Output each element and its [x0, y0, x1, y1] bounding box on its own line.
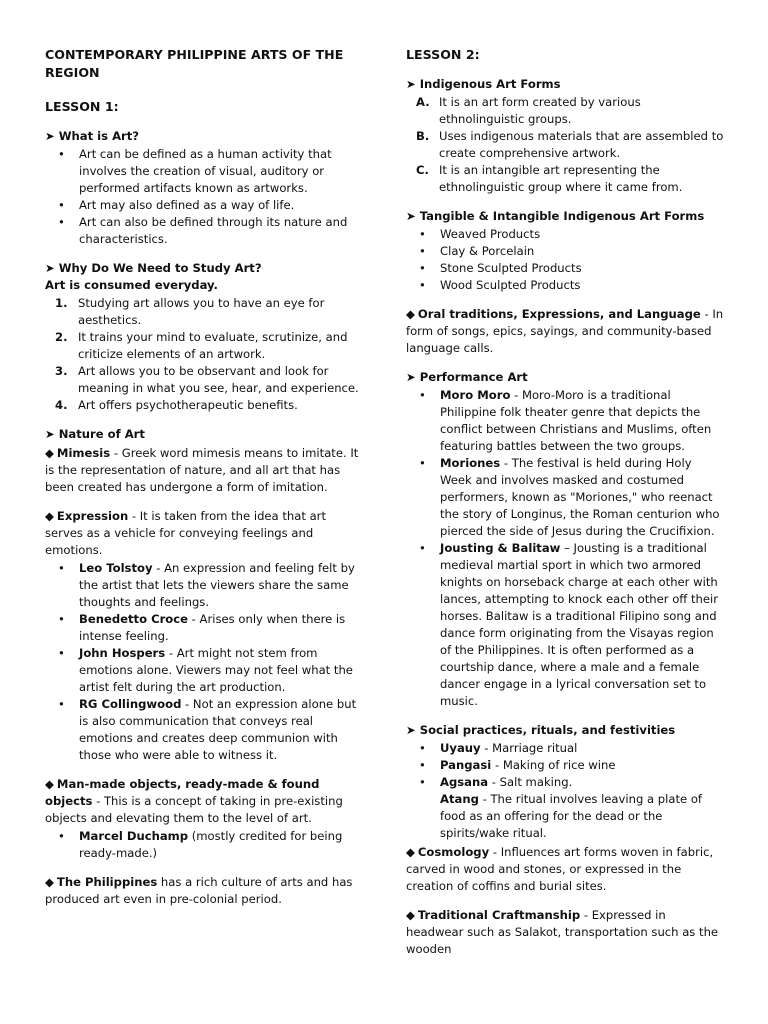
atang-paragraph: Atang - The ritual involves leaving a plate of food as an offering for the dead or the spirits/wake ritual.	[440, 792, 703, 840]
nature-of-art-heading: ➤ Nature of Art	[45, 427, 145, 441]
bullet-icon: •	[419, 456, 426, 470]
list-item: C. It is an intangible art representing the ethnolinguistic group where it came from.	[416, 163, 683, 194]
bullet-icon: •	[58, 198, 65, 212]
philippines-paragraph: ◆ The Philippines has a rich culture of arts and has produced art even in pre-colonial period.	[45, 875, 353, 906]
lesson-1-heading: LESSON 1:	[45, 99, 119, 114]
arrow-bullet-icon: ➤	[45, 129, 55, 143]
bullet-icon: •	[419, 775, 426, 789]
lesson-2-heading: LESSON 2:	[406, 47, 480, 62]
list-item: 2. It trains your mind to evaluate, scrutinize, and criticize elements of an artwork.	[55, 330, 348, 361]
craftsmanship-paragraph: ◆ Traditional Craftmanship - Expressed in headwear such as Salakot, transportation such as the wooden	[406, 908, 719, 956]
bullet-icon: •	[58, 612, 65, 626]
bullet-icon: •	[58, 697, 65, 711]
bullet-icon: •	[58, 215, 65, 229]
diamond-bullet-icon: ◆	[45, 777, 54, 791]
list-item: • Leo Tolstoy - An expression and feeling felt by the artist that lets the viewers share the same thoughts and feelings.	[58, 561, 355, 609]
document-title: CONTEMPORARY PHILIPPINE ARTS OF THE REGION	[45, 47, 344, 80]
bullet-icon: •	[419, 227, 426, 241]
diamond-bullet-icon: ◆	[45, 875, 54, 889]
tangible-heading: ➤ Tangible & Intangible Indigenous Art Forms	[406, 209, 705, 223]
list-item: • Weaved Products	[419, 227, 541, 241]
manmade-list	[45, 828, 365, 862]
bullet-icon: •	[58, 829, 65, 843]
bullet-icon: •	[419, 758, 426, 772]
why-study-heading: ➤ Why Do We Need to Study Art?	[45, 261, 262, 275]
bullet-icon: •	[419, 741, 426, 755]
list-item: 1. Studying art allows you to have an eye for aesthetics.	[55, 296, 325, 327]
bullet-icon: •	[419, 278, 426, 292]
performance-heading: ➤ Performance Art	[406, 370, 528, 384]
oral-traditions-paragraph: ◆ Oral traditions, Expressions, and Language - In form of songs, epics, sayings, and community-based language calls.	[406, 307, 724, 355]
diamond-bullet-icon: ◆	[406, 908, 415, 922]
mimesis-paragraph: ◆ Mimesis - Greek word mimesis means to imitate. It is the representation of nature, and all art that has been created has undergone a form of imitation.	[45, 446, 359, 494]
why-study-list	[45, 295, 365, 414]
cosmology-paragraph: ◆ Cosmology - Influences art forms woven in fabric, carved in wood and stones, or expressed in the creation of coffins and burial sites.	[406, 845, 714, 893]
list-item: • Clay & Porcelain	[419, 244, 535, 258]
list-item: • Wood Sculpted Products	[419, 278, 581, 292]
diamond-bullet-icon: ◆	[45, 509, 54, 523]
list-item: • Marcel Duchamp (mostly credited for being ready-made.)	[58, 829, 343, 860]
diamond-bullet-icon: ◆	[406, 307, 415, 321]
list-item: • Agsana - Salt making.	[419, 775, 573, 789]
list-item: 4. Art offers psychotherapeutic benefits.	[55, 398, 298, 412]
list-item: • Jousting & Balitaw – Jousting is a traditional medieval martial sport in which two armored knights on horseback charge at each other with lances, attempting to knock each other off their horses. Balitaw is a traditional Filipino song and dance form originating from the Visayas region of the Philippines. It is often performed as a courtship dance, where a male and a female dancer engage in a lyrical conversation set to music.	[419, 541, 718, 708]
bullet-icon: •	[419, 261, 426, 275]
indigenous-heading: ➤ Indigenous Art Forms	[406, 77, 561, 91]
performance-list	[406, 387, 724, 710]
list-item: 3. Art allows you to be observant and look for meaning in what you see, hear, and experience.	[55, 364, 359, 395]
list-item: • Moro Moro - Moro-Moro is a traditional Philippine folk theater genre that depicts the conflict between Christians and Muslims, often featuring battles between the two groups.	[419, 388, 712, 453]
what-is-art-list	[45, 146, 365, 248]
list-item: • Moriones - The festival is held during Holy Week and involves masked and costumed performers, known as "Moriones," who reenact the story of Longinus, the Roman centurion who pierced the side of Jesus during the Crucifixion.	[419, 456, 720, 538]
bullet-icon: •	[419, 388, 426, 402]
bullet-icon: •	[58, 646, 65, 660]
list-item: • Benedetto Croce - Arises only when there is intense feeling.	[58, 612, 346, 643]
social-practices-heading: ➤ Social practices, rituals, and festivities	[406, 723, 676, 737]
arrow-bullet-icon: ➤	[406, 77, 416, 91]
list-item: • Art can also be defined through its nature and characteristics.	[58, 215, 348, 246]
what-is-art-heading: ➤ What is Art?	[45, 129, 140, 143]
list-item: • RG Collingwood - Not an expression alone but is also communication that conveys real emotions and creates deep communion with those who were able to witness it.	[58, 697, 357, 762]
tangible-list	[406, 226, 724, 294]
arrow-bullet-icon: ➤	[406, 723, 416, 737]
diamond-bullet-icon: ◆	[45, 446, 54, 460]
list-item: • Art can be defined as a human activity that involves the creation of visual, auditory or performed artifacts known as artworks.	[58, 147, 332, 195]
arrow-bullet-icon: ➤	[406, 370, 416, 384]
arrow-bullet-icon: ➤	[406, 209, 416, 223]
list-item: • Stone Sculpted Products	[419, 261, 582, 275]
bullet-icon: •	[419, 244, 426, 258]
manmade-paragraph: ◆ Man-made objects, ready-made & found objects - This is a concept of taking in pre-existing objects and elevating them to the level of art.	[45, 777, 343, 825]
arrow-bullet-icon: ➤	[45, 261, 55, 275]
list-item: • Uyauy - Marriage ritual	[419, 741, 578, 755]
list-item: A. It is an art form created by various ethnolinguistic groups.	[416, 95, 641, 126]
expression-paragraph: ◆ Expression - It is taken from the idea that art serves as a vehicle for conveying feelings and emotions.	[45, 509, 326, 557]
social-practices-list	[406, 740, 724, 791]
list-item: • Pangasi - Making of rice wine	[419, 758, 616, 772]
expression-list	[45, 560, 365, 764]
right-column	[406, 40, 724, 958]
bullet-icon: •	[58, 561, 65, 575]
diamond-bullet-icon: ◆	[406, 845, 415, 859]
why-study-subheading: Art is consumed everyday.	[45, 278, 218, 292]
list-item: • John Hospers - Art might not stem from emotions alone. Viewers may not feel what the artist felt during the art production.	[58, 646, 353, 694]
left-column	[45, 40, 365, 908]
arrow-bullet-icon: ➤	[45, 427, 55, 441]
list-item: • Art may also defined as a way of life.	[58, 198, 295, 212]
bullet-icon: •	[58, 147, 65, 161]
list-item: B. Uses indigenous materials that are assembled to create comprehensive artwork.	[416, 129, 724, 160]
indigenous-list	[406, 94, 724, 196]
bullet-icon: •	[419, 541, 426, 555]
